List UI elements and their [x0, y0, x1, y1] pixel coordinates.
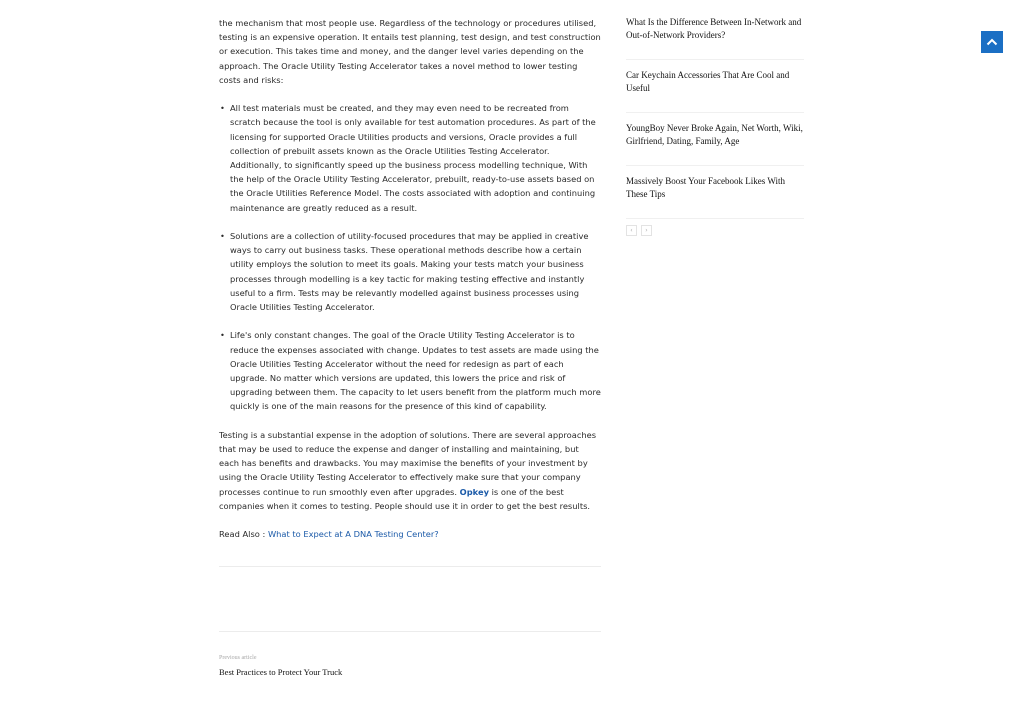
closing-text: Testing is a substantial expense in the adoption of solutions. There are several approaches that may be used to reduce the expense and danger of installing and maintaining, but each has benefits and drawbacks. You may maximise the benefits of your investment by using the Oracle Utility Testing Accelerator to effectively make sure that your company processes continue to run smoothly even after upgrades.: [219, 429, 597, 497]
benefit-list: [219, 101, 601, 413]
divider: [219, 566, 601, 567]
sidebar-pager: [626, 225, 804, 236]
pager-prev-button[interactable]: ‹: [626, 225, 637, 236]
back-to-top-button[interactable]: [981, 31, 1003, 53]
article-body: [219, 16, 601, 556]
related-post-link[interactable]: What Is the Difference Between In-Network and Out-of-Network Providers?: [626, 16, 804, 60]
chevron-up-icon: [986, 38, 998, 46]
read-also-link[interactable]: What to Expect at A DNA Testing Center?: [267, 529, 439, 540]
list-item: • Solutions are a collection of utility-focused procedures that may be applied in creative ways to carry out business tasks. These operational methods describe how a certain utility employs the solution to meet its goals. Making your tests match your business processes through modelling is a key tactic for making testing effective and instantly useful to a firm. Tests may be relevantly modelled against business processes using Oracle Utilities Testing Accelerator.: [230, 229, 601, 314]
read-also: [219, 527, 601, 541]
read-also-label: Read Also :: [219, 529, 266, 540]
related-posts-sidebar: [626, 16, 804, 236]
closing-paragraph: [219, 428, 601, 513]
related-post-link[interactable]: YoungBoy Never Broke Again, Net Worth, Wiki, Girlfriend, Dating, Family, Age: [626, 122, 804, 166]
closing-tail: is one of the best companies when it comes to testing. People should use it in order to get the best results.: [219, 486, 591, 511]
intro-paragraph: the mechanism that most people use. Regardless of the technology or procedures utilised, testing is an expensive operation. It entails test planning, test design, and test construction or execution. This takes time and money, and the danger level varies depending on the approach. The Oracle Utility Testing Accelerator takes a novel method to lower testing costs and risks:: [219, 18, 601, 85]
pager-next-button[interactable]: ›: [641, 225, 652, 236]
opkey-link[interactable]: Opkey: [459, 486, 489, 497]
list-item: • All test materials must be created, and they may even need to be recreated from scratch because the tool is only available for test automation procedures. As part of the licensing for supported Oracle Utilities products and versions, Oracle provides a full collection of prebuilt assets known as the Oracle Utilities Testing Accelerator. Additionally, to significantly speed up the business process modelling technique, With the help of the Oracle Utility Testing Accelerator, prebuilt, ready-to-use assets based on the Oracle Utilities Reference Model. The costs associated with adoption and continuing maintenance are greatly reduced as a result.: [230, 101, 601, 215]
previous-article-label: Previous article: [219, 655, 257, 661]
related-post-link[interactable]: Car Keychain Accessories That Are Cool and Useful: [626, 69, 804, 113]
related-post-link[interactable]: Massively Boost Your Facebook Likes With These Tips: [626, 175, 804, 219]
list-item: • Life's only constant changes. The goal of the Oracle Utility Testing Accelerator is to reduce the expenses associated with change. Updates to test assets are made using the Oracle Utilities Testing Accelerator without the need for redesign as part of each upgrade. No matter which versions are updated, this lowers the price and risk of upgrading between them. The capacity to let users benefit from the platform much more quickly is one of the main reasons for the presence of this kind of capability.: [230, 328, 601, 413]
divider: [219, 631, 601, 632]
previous-article-link[interactable]: Best Practices to Protect Your Truck: [219, 667, 343, 677]
